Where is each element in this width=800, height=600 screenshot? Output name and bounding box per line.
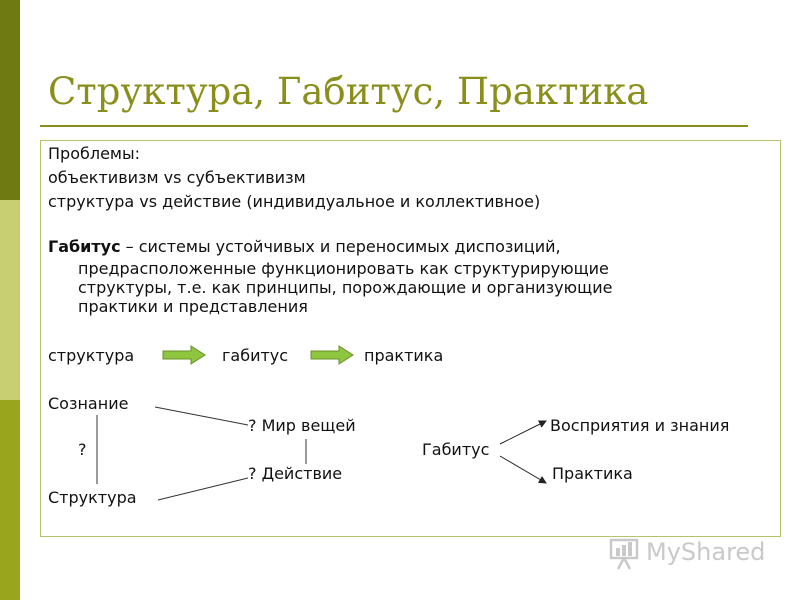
- habitus-to-perceptions-arrow: [500, 421, 546, 444]
- chain-practice: практика: [364, 346, 444, 365]
- structure-action-line: структура vs действие (индивидуальное и коллективное): [48, 192, 541, 211]
- diagram-consciousness: Сознание: [48, 394, 129, 413]
- chain-arrow-2: [311, 346, 353, 364]
- diagram-structure: Структура: [48, 488, 137, 507]
- chain-habitus: габитус: [222, 346, 289, 365]
- habitus-to-practice-arrow: [500, 456, 546, 483]
- myshared-logo-icon: [608, 536, 644, 572]
- habitus-definition-text: – системы устойчивых и переносимых диспозиций,: [120, 237, 561, 256]
- habitus-definition-line4: практики и представления: [78, 297, 308, 316]
- chain-structure: структура: [48, 346, 135, 365]
- chain-arrow-1: [163, 346, 205, 364]
- diagram-practice: Практика: [552, 464, 633, 483]
- myshared-logo-text: MyShared: [646, 538, 766, 566]
- diagram-question: ?: [78, 440, 87, 459]
- problems-heading: Проблемы:: [48, 144, 141, 163]
- habitus-definition-line2: предрасположенные функционировать как структурирующие: [78, 259, 609, 278]
- habitus-term: Габитус: [48, 237, 121, 256]
- consciousness-to-world-line: [155, 407, 248, 425]
- diagram-action: ? Действие: [248, 464, 343, 483]
- habitus-definition-line3: структуры, т.е. как принципы, порождающие и организующие: [78, 278, 613, 297]
- diagram-habitus: Габитус: [422, 440, 490, 459]
- slide-title: Структура, Габитус, Практика: [48, 70, 649, 113]
- diagram-perceptions: Восприятия и знания: [550, 416, 730, 435]
- diagram-world-of-things: ? Мир вещей: [248, 416, 356, 435]
- objectivism-line: объективизм vs субъективизм: [48, 168, 306, 187]
- structure-to-action-line: [158, 478, 248, 500]
